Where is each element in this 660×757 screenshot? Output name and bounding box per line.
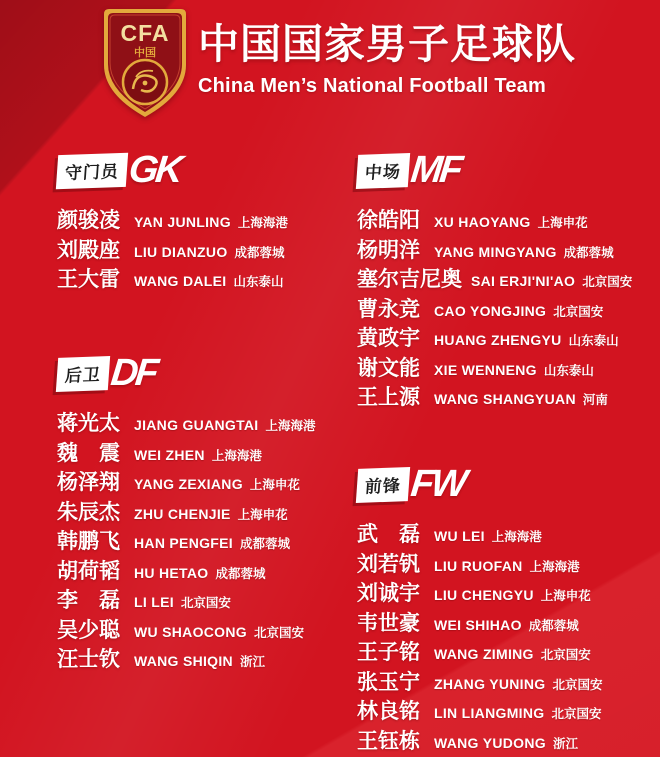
player-row [357, 666, 657, 696]
section-header-gk [57, 150, 357, 196]
player-name-pinyin: LIU RUOFAN [434, 557, 523, 574]
page-title: 中国国家男子足球队 [198, 21, 576, 67]
section-midfielders [357, 150, 657, 411]
player-name-pinyin: XU HAOYANG [434, 214, 531, 230]
player-club: 北京国安 [540, 648, 591, 662]
player-name-pinyin: CAO YONGJING [434, 302, 547, 319]
player-list-df [57, 407, 357, 673]
section-defenders [57, 353, 357, 673]
player-name-cn: 武 磊 [357, 523, 420, 546]
player-row [57, 584, 357, 614]
player-row [357, 636, 657, 666]
player-name-pinyin: YANG ZEXIANG [134, 476, 243, 492]
position-label-cn: 后卫 [56, 356, 110, 392]
section-header-df [57, 353, 357, 399]
player-name-cn: 韩鹏飞 [57, 530, 120, 553]
player-club: 上海海港 [237, 216, 288, 230]
player-name-pinyin: LIU CHENGYU [434, 587, 534, 603]
player-club: 成都蓉城 [239, 537, 290, 551]
player-name-cn: 蒋光太 [57, 412, 120, 435]
player-row [357, 381, 657, 411]
player-club: 上海申花 [537, 216, 588, 230]
logo-china-text: 中国 [134, 47, 156, 59]
player-row [357, 234, 657, 264]
player-name-pinyin: SAI ERJI'NI'AO [471, 273, 576, 289]
player-row [357, 263, 657, 293]
player-row [357, 695, 657, 725]
position-label-cn: 守门员 [56, 153, 128, 190]
player-name-cn: 魏 震 [57, 441, 120, 465]
player-name-pinyin: ZHU CHENJIE [134, 505, 231, 522]
player-name-cn: 胡荷韬 [57, 559, 120, 583]
player-club: 成都蓉城 [528, 618, 579, 633]
player-name-cn: 韦世豪 [357, 611, 420, 635]
player-club: 山东泰山 [543, 363, 594, 378]
player-row [57, 204, 357, 234]
player-club: 上海申花 [540, 589, 591, 603]
player-name-pinyin: WANG YUDONG [434, 734, 546, 751]
player-name-cn: 王大雷 [57, 268, 120, 291]
section-forwards [357, 464, 657, 754]
logo-cfa-text: CFA [120, 20, 170, 46]
player-name-pinyin: WANG DALEI [134, 273, 227, 289]
player-name-cn: 王子铭 [357, 641, 420, 664]
player-row [357, 725, 657, 755]
player-club: 北京国安 [180, 596, 231, 610]
player-name-pinyin: JIANG GUANGTAI [134, 417, 259, 433]
player-club: 北京国安 [553, 304, 604, 319]
player-club: 山东泰山 [233, 275, 284, 289]
player-row [357, 322, 657, 352]
player-club: 北京国安 [551, 707, 602, 721]
player-name-cn: 颜骏凌 [57, 209, 120, 232]
section-goalkeepers [57, 150, 357, 293]
player-name-pinyin: WANG ZIMING [434, 646, 534, 662]
player-row [357, 293, 657, 323]
player-row [57, 555, 357, 585]
position-abbr: FW [408, 463, 467, 505]
player-name-pinyin: WU LEI [434, 528, 485, 544]
player-name-cn: 王上源 [357, 386, 420, 409]
position-abbr: DF [108, 352, 158, 394]
player-club: 成都蓉城 [234, 245, 285, 260]
player-name-cn: 汪士钦 [57, 648, 120, 671]
player-list-mf [357, 204, 657, 411]
player-club: 上海申花 [237, 507, 288, 522]
cfa-logo [101, 7, 189, 119]
player-row [357, 548, 657, 578]
header [198, 16, 618, 98]
player-list-gk [57, 204, 357, 293]
player-club: 北京国安 [253, 625, 304, 640]
player-club: 浙江 [239, 655, 265, 669]
player-row [57, 496, 357, 526]
player-name-pinyin: ZHANG YUNING [434, 675, 546, 692]
page-subtitle: China Men’s National Football Team [198, 75, 546, 97]
position-abbr: GK [126, 149, 183, 191]
player-name-cn: 黄政宇 [357, 327, 420, 350]
cfa-badge-icon [101, 7, 189, 119]
player-row [57, 643, 357, 673]
player-club: 上海海港 [265, 419, 316, 433]
player-name-cn: 徐皓阳 [357, 209, 420, 232]
player-name-pinyin: WEI SHIHAO [434, 616, 522, 633]
player-name-pinyin: WANG SHANGYUAN [434, 391, 576, 407]
player-club: 成都蓉城 [215, 566, 266, 581]
player-row [357, 518, 657, 548]
player-name-pinyin: WU SHAOCONG [134, 623, 247, 640]
player-name-cn: 曹永竞 [357, 297, 420, 321]
player-row [57, 407, 357, 437]
player-club: 浙江 [552, 736, 578, 751]
player-club: 北京国安 [552, 677, 603, 692]
player-row [57, 234, 357, 264]
player-name-cn: 刘若钒 [357, 552, 420, 576]
player-name-pinyin: LI LEI [134, 594, 174, 610]
player-name-cn: 朱辰杰 [57, 500, 120, 524]
player-row [357, 607, 657, 637]
player-list-fw [357, 518, 657, 754]
player-row [57, 437, 357, 467]
player-name-cn: 刘殿座 [57, 238, 120, 262]
player-row [57, 263, 357, 293]
player-row [57, 525, 357, 555]
player-name-cn: 杨明洋 [357, 238, 420, 262]
player-name-pinyin: HUANG ZHENGYU [434, 332, 562, 348]
position-label-cn: 前锋 [356, 467, 410, 503]
section-header-fw [357, 464, 657, 510]
player-row [57, 614, 357, 644]
player-row [357, 577, 657, 607]
player-club: 河南 [582, 393, 608, 407]
position-label-cn: 中场 [356, 153, 410, 189]
player-name-pinyin: YANG MINGYANG [434, 243, 557, 260]
player-club: 上海海港 [211, 448, 262, 463]
player-name-cn: 王钰栋 [357, 729, 420, 753]
player-name-pinyin: WEI ZHEN [134, 446, 205, 463]
player-name-pinyin: XIE WENNENG [434, 361, 537, 378]
player-club: 上海申花 [249, 478, 300, 492]
player-row [357, 204, 657, 234]
player-name-cn: 吴少聪 [57, 618, 120, 642]
player-row [357, 352, 657, 382]
player-name-cn: 谢文能 [357, 356, 420, 380]
player-name-pinyin: YAN JUNLING [134, 214, 231, 230]
player-name-cn: 张玉宁 [357, 670, 420, 694]
player-club: 山东泰山 [568, 334, 619, 348]
player-name-pinyin: LIU DIANZUO [134, 243, 228, 260]
player-name-pinyin: HU HETAO [134, 564, 209, 581]
player-row [57, 466, 357, 496]
section-header-mf [357, 150, 657, 196]
player-club: 上海海港 [491, 530, 542, 544]
position-abbr: MF [408, 149, 463, 191]
player-name-cn: 刘诚宇 [357, 582, 420, 605]
player-club: 上海海港 [529, 559, 580, 574]
player-name-cn: 李 磊 [57, 589, 120, 612]
player-club: 成都蓉城 [563, 245, 614, 260]
player-name-cn: 塞尔吉尼奥 [357, 268, 462, 291]
player-name-pinyin: HAN PENGFEI [134, 535, 233, 551]
player-name-cn: 林良铭 [357, 700, 420, 723]
player-name-pinyin: WANG SHIQIN [134, 653, 233, 669]
player-name-pinyin: LIN LIANGMING [434, 705, 545, 721]
player-club: 北京国安 [582, 275, 633, 289]
player-name-cn: 杨泽翔 [57, 471, 120, 494]
